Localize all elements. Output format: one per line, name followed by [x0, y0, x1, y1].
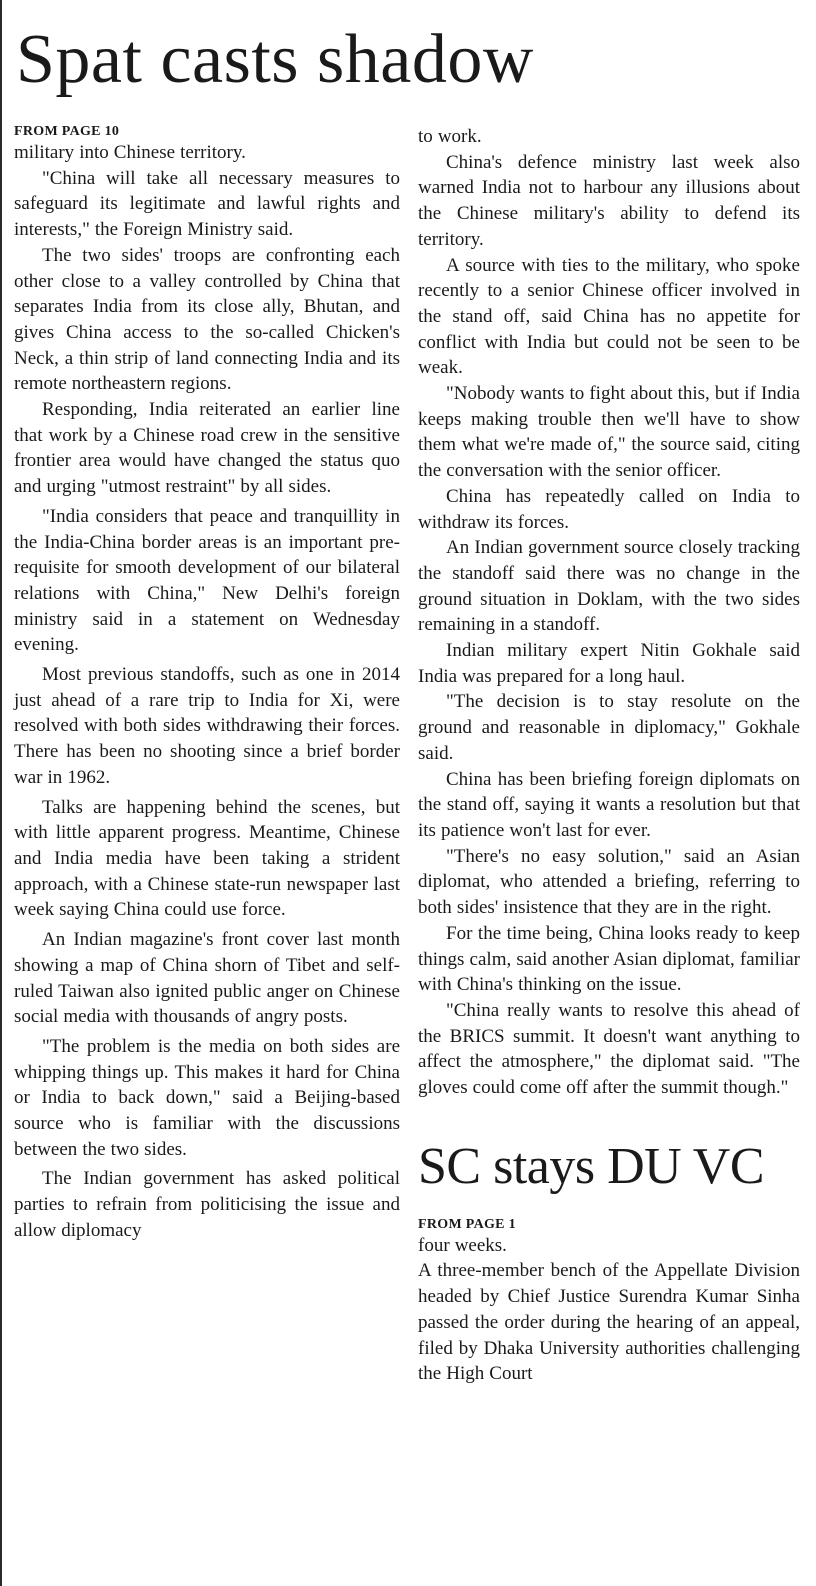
article-column-right — [418, 124, 800, 1387]
article-paragraph: "India considers that peace and tranquillity in the India-China border areas is an important pre-requisite for smooth development of our bilateral relations with China," New Delhi's foreign ministry said in a statement on Wednesday evening. — [14, 505, 400, 656]
main-headline: Spat casts shadow — [16, 21, 534, 98]
article-paragraph: "The problem is the media on both sides are whipping things up. This makes it hard for China or India to back down," said a Beijing-based source who is familiar with the discussions between the two sides. — [14, 1035, 400, 1160]
article-paragraph: For the time being, China looks ready to keep things calm, said another Asian diplomat, familiar with China's thinking on the issue. — [418, 922, 800, 996]
second-headline: SC stays DU VC — [418, 1137, 765, 1195]
article-paragraph: An Indian magazine's front cover last month showing a map of China shorn of Tibet and self-ruled Taiwan also ignited public anger on Chinese social media with thousands of angry posts. — [14, 929, 400, 1028]
column-rule — [0, 0, 2, 1586]
article-paragraph: Talks are happening behind the scenes, but with little apparent progress. Meantime, Chinese and India media have been taking a strident approach, with a Chinese state-run newspaper last week saying China could use force. — [14, 796, 400, 921]
article-paragraph: China has repeatedly called on India to withdraw its forces. — [418, 485, 800, 533]
article-paragraph: "Nobody wants to fight about this, but if India keeps making trouble then we'll have to show them what we're made of," the source said, citing the conversation with the senior officer. — [418, 383, 800, 482]
article-paragraph: A three-member bench of the Appellate Division headed by Chief Justice Surendra Kumar Sinha passed the order during the hearing of an appeal, filed by Dhaka University authorities challenging the High Court — [418, 1260, 800, 1385]
article-paragraph: A source with ties to the military, who spoke recently to a senior Chinese officer involved in the stand off, said China has no appetite for conflict with India but could not be seen to be weak. — [418, 254, 800, 379]
article-paragraph: to work. — [418, 126, 482, 147]
article-paragraph: "China really wants to resolve this ahead of the BRICS summit. It doesn't want anything to affect the atmosphere," the diplomat said. "The gloves could come off after the summit though." — [418, 999, 800, 1099]
article-paragraph: The two sides' troops are confronting each other close to a valley controlled by China that separates India from its close ally, Bhutan, and gives China access to the so-called Chicken's Neck, a thin strip of land connecting India and its remote northeastern regions. — [14, 244, 400, 395]
continued-from-label: FROM PAGE 1 — [418, 1216, 516, 1232]
article-paragraph: The Indian government has asked political parties to refrain from politicising the issue and allow diplomacy — [14, 1168, 400, 1241]
article-paragraph: four weeks. — [418, 1234, 507, 1256]
article-paragraph: Responding, India reiterated an earlier line that work by a Chinese road crew in the sensitive frontier area would have changed the status quo and urging "utmost restraint" by all sides. — [14, 399, 400, 498]
article-paragraph: China has been briefing foreign diplomats on the stand off, saying it wants a resolution but that its patience won't last for ever. — [418, 768, 800, 841]
article-column-left — [14, 124, 400, 1244]
article-paragraph: "The decision is to stay resolute on the ground and reasonable in diplomacy," Gokhale said. — [418, 691, 800, 764]
continued-from-label: FROM PAGE 10 — [14, 124, 120, 139]
article-paragraph: An Indian government source closely tracking the standoff said there was no change in the ground situation in Doklam, with the two sides remaining in a standoff. — [418, 537, 800, 636]
article-paragraph: Indian military expert Nitin Gokhale said India was prepared for a long haul. — [418, 640, 800, 687]
article-paragraph: China's defence ministry last week also warned India not to harbour any illusions about the Chinese military's ability to defend its territory. — [418, 151, 800, 250]
article-paragraph: Most previous standoffs, such as one in 2014 just ahead of a rare trip to India for Xi, were resolved with both sides withdrawing their forces. There has been no shooting since a brief border war in 1962. — [14, 664, 400, 788]
article-paragraph: "There's no easy solution," said an Asian diplomat, who attended a briefing, referring to both sides' insistence that they are in the right. — [418, 845, 800, 919]
article-paragraph: military into Chinese territory. — [14, 142, 246, 163]
article-paragraph: "China will take all necessary measures to safeguard its legitimate and lawful rights and interests," the Foreign Ministry said. — [14, 167, 400, 241]
